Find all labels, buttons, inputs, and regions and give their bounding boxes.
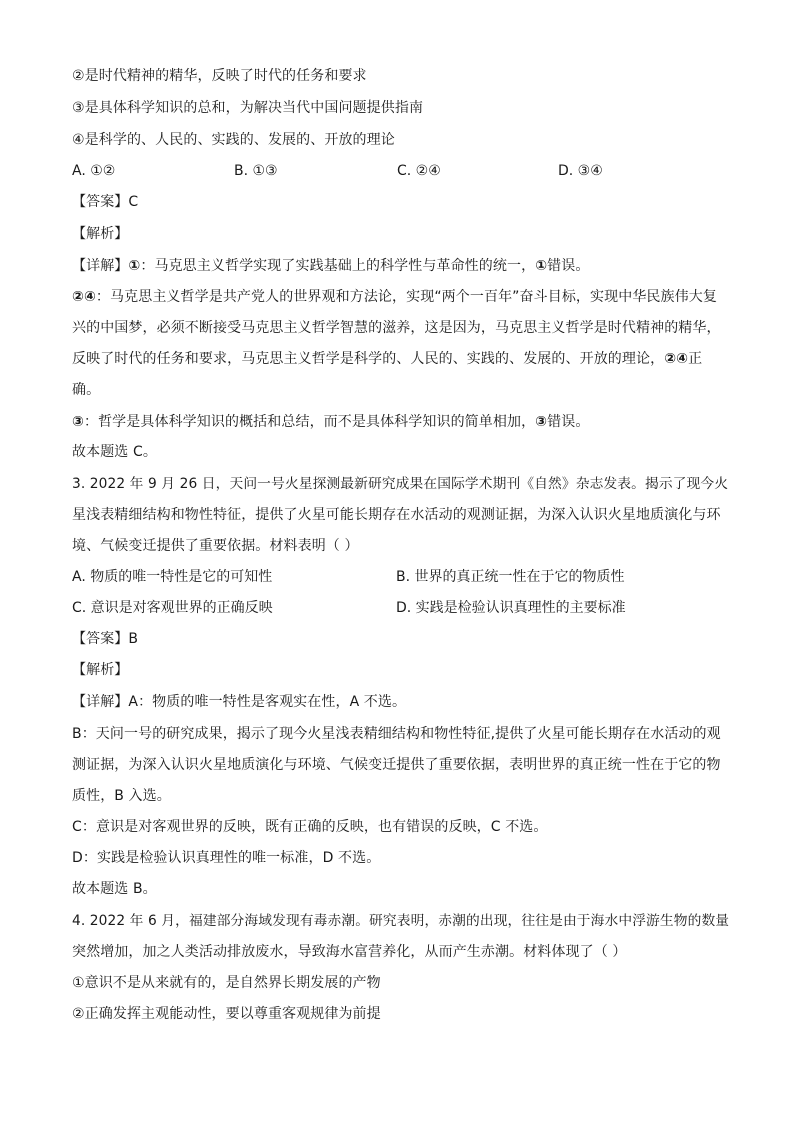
q4-stem-line-2: 突然增加，加之人类活动排放废水，导致海水富营养化，从而产生赤潮。材料体现了（ ） [72,944,627,960]
q2-conclusion: 故本题选 C。 [72,444,157,460]
q3-detail-line-6: D：实践是检验认识真理性的唯一标准，D 不选。 [72,850,381,866]
q4-stem-line-1: 4. 2022 年 6 月，福建部分海域发现有毒赤潮。研究表明，赤潮的出现，往往是由于海水中浮游生物的数量 [72,913,730,929]
q2-detail-3 [72,412,732,432]
q4-statement-2: ②正确发挥主观能动性，要以尊重客观规律为前提 [72,1006,381,1022]
q2-detail-2-line-1 [72,287,732,307]
q3-stem-line-2: 星浅表精细结构和物性特征，提供了火星可能长期存在水活动的观测证据，为深入认识火星地质演化与环 [72,507,721,523]
circled-number: ① [535,258,548,274]
q2-option-d: D. ③④ [558,163,603,179]
circled-number: ① [128,258,141,274]
detail-text: 正 [688,351,703,367]
circled-number: ③ [535,414,548,430]
q3-option-a: A. 物质的唯一特性是它的可知性 [72,569,273,585]
detail-text: 错误。 [547,414,590,430]
q2-detail-2-line-2: 兴的中国梦，必须不断接受马克思主义哲学智慧的滋养，这是因为，马克思主义哲学是时代精神的精华， [72,320,721,336]
q3-detail-line-3: 测证据，为深入认识火星地质演化与环境、气候变迁提供了重要依据，表明世界的真正统一性在于它的物 [72,757,721,773]
q3-conclusion: 故本题选 B。 [72,881,157,897]
q3-detail-line-4: 质性，B 入选。 [72,788,171,804]
q2-detail-1 [72,256,732,276]
q2-statement-3: ③是具体科学知识的总和，为解决当代中国问题提供指南 [72,100,424,116]
q2-analysis-heading: 【解析】 [72,226,129,242]
q3-detail-line-1: 【详解】A：物质的唯一特性是客观实在性，A 不选。 [72,694,407,710]
detail-text: ：哲学是具体科学知识的概括和总结，而不是具体科学知识的简单相加， [83,414,536,430]
q2-statement-4: ④是科学的、人民的、实践的、发展的、开放的理论 [72,132,395,148]
q3-detail-line-2: B：天问一号的研究成果，揭示了现今火星浅表精细结构和物性特征,提供了火星可能长期存在水活动的观 [72,726,721,742]
circled-number: ②④ [664,351,689,367]
detail-text: 反映了时代的任务和要求，马克思主义哲学是科学的、人民的、实践的、发展的、开放的理论， [72,351,665,367]
detail-tag: 【详解】 [72,258,129,274]
q2-answer: 【答案】C [72,194,139,210]
q3-answer: 【答案】B [72,631,139,647]
q3-option-c: C. 意识是对客观世界的正确反映 [72,600,273,616]
q2-option-b: B. ①③ [234,163,278,179]
q3-stem-line-1: 3. 2022 年 9 月 26 日，天问一号火星探测最新研究成果在国际学术期刊《自然》杂志发表。揭示了现今火 [72,476,729,492]
q3-stem-line-3: 境、气候变迁提供了重要依据。材料表明（ ） [72,538,359,554]
q3-analysis-heading: 【解析】 [72,662,129,678]
q2-option-a: A. ①② [72,163,116,179]
q2-detail-2-line-4: 确。 [72,382,101,398]
detail-text: ：马克思主义哲学是共产党人的世界观和方法论，实现“两个一百年”奋斗目标，实现中华民族伟大复 [95,289,717,305]
circled-number: ②④ [72,289,96,305]
q4-statement-1: ①意识不是从来就有的，是自然界长期发展的产物 [72,975,381,991]
q2-option-c: C. ②④ [397,163,441,179]
q2-detail-2-line-3 [72,349,732,369]
q2-statement-2: ②是时代精神的精华，反映了时代的任务和要求 [72,68,367,84]
q3-detail-line-5: C：意识是对客观世界的反映，既有正确的反映，也有错误的反映，C 不选。 [72,819,548,835]
q3-option-d: D. 实践是检验认识真理性的主要标准 [396,600,626,616]
detail-text: ：马克思主义哲学实现了实践基础上的科学性与革命性的统一， [140,258,536,274]
circled-number: ③ [72,414,84,430]
q3-option-b: B. 世界的真正统一性在于它的物质性 [396,569,625,585]
detail-text: 错误。 [547,258,590,274]
